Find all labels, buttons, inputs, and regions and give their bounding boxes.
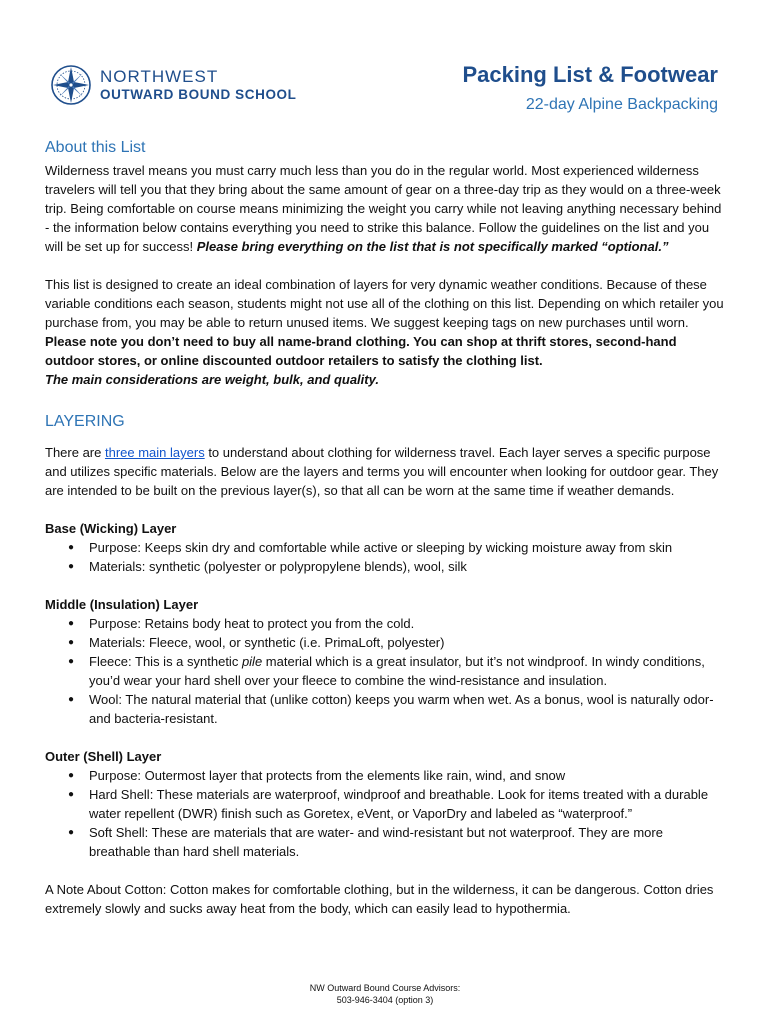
document-subtitle: 22-day Alpine Backpacking [525, 96, 718, 113]
list-item: ● Soft Shell: These are materials that are water- and wind-resistant but not waterproof. They are more breathable than hard shell materials. [89, 823, 725, 861]
title-block [463, 62, 719, 114]
about-p2-bold: Please note you don’t need to buy all name-brand clothing. You can shop at thrift stores, second-hand outdoor stores, or online discounted outdoor retailers to satisfy the clothing list. [45, 334, 677, 368]
fleece-text-post: material which is a great insulator, but it’s not windproof. In windy conditions, you’d wear your hard shell over your fleece to combine the wind-resistance and insulation. [89, 654, 705, 688]
list-item: ● Hard Shell: These materials are waterproof, windproof and breathable. Look for items treated with a durable water repellent (DWR) finish such as Goretex, eVent, or VaporDry and labeled as “waterproof.” [89, 785, 725, 823]
list-item: ● Purpose: Retains body heat to protect you from the cold. [89, 614, 725, 633]
footer-line2: 503-946-3404 (option 3) [336, 995, 434, 1005]
org-logo [50, 64, 297, 106]
list-item: ● Materials: Fleece, wool, or synthetic (i.e. PrimaLoft, polyester) [89, 633, 725, 652]
layering-intro-pre: There are [45, 445, 105, 460]
fleece-text-pre: Fleece: This is a synthetic [89, 654, 242, 669]
about-p2-emphasis: The main considerations are weight, bulk, and quality. [45, 372, 379, 387]
footer [0, 982, 770, 1006]
outer-layer-list [45, 766, 725, 861]
about-heading: About this List [45, 139, 146, 156]
three-main-layers-link[interactable]: three main layers [104, 445, 205, 460]
layering-intro-post: to understand about clothing for wilderness travel. Each layer serves a specific purpose and utilizes specific materials. Below are the layers and terms you will encounter when looking for outdoor gear. They are intended to be built on the previous layer(s), so that all can be worn at the same time if weather demands. [45, 445, 719, 498]
list-item: ● Purpose: Keeps skin dry and comfortable while active or sleeping by wicking moisture away from skin [89, 538, 725, 557]
compass-rose-logo-icon [50, 64, 92, 106]
layering-heading: LAYERING [45, 413, 125, 430]
footer-line1: NW Outward Bound Course Advisors: [309, 983, 461, 993]
logo-line2: OUTWARD BOUND SCHOOL [100, 87, 297, 103]
list-item: ● Purpose: Outermost layer that protects from the elements like rain, wind, and snow [89, 766, 725, 785]
list-item: ● Materials: synthetic (polyester or polypropylene blends), wool, silk [89, 557, 725, 576]
middle-layer-title: Middle (Insulation) Layer [45, 597, 199, 612]
logo-line1: NORTHWEST [100, 67, 219, 87]
list-item [89, 652, 725, 690]
base-layer-title: Base (Wicking) Layer [45, 521, 177, 536]
base-layer-list [45, 538, 725, 576]
cotton-note: A Note About Cotton: Cotton makes for comfortable clothing, but in the wilderness, it can be dangerous. Cotton dries extremely slowly and sucks away heat from the body, which can easily lead to hypothermia. [45, 882, 714, 916]
outer-layer-title: Outer (Shell) Layer [45, 749, 162, 764]
document-title: Packing List & Footwear [462, 62, 718, 87]
middle-layer-list [45, 614, 725, 728]
about-p1-emphasis: Please bring everything on the list that is not specifically marked “optional.” [196, 239, 669, 254]
about-paragraph-1 [45, 161, 725, 256]
about-p1-text: Wilderness travel means you must carry much less than you do in the regular world. Most experienced wilderness travelers will tell you that they bring about the same amount of gear on a three-day trip as they would on a three-week trip. Being comfortable on course means minimizing the weight you carry while not leaving anything necessary behind - the information below contains everything you need to strike this balance. Follow the guidelines on the list and you will be set up for success! [45, 163, 722, 254]
list-item: ● Wool: The natural material that (unlike cotton) keeps you warm when wet. As a bonus, wool is naturally odor- and bacteria-resistant. [89, 690, 725, 728]
about-paragraph-2 [45, 275, 725, 389]
about-p2-text: This list is designed to create an ideal combination of layers for very dynamic weather conditions. Because of these variable conditions each season, students might not use all of the clothing on this list. Depending on which retailer you purchase from, you may be able to return unused items. We suggest keeping tags on new purchases until worn. [45, 277, 724, 330]
layering-intro [45, 443, 725, 500]
main-content [45, 137, 725, 918]
fleece-text-emphasis: pile [241, 654, 263, 669]
